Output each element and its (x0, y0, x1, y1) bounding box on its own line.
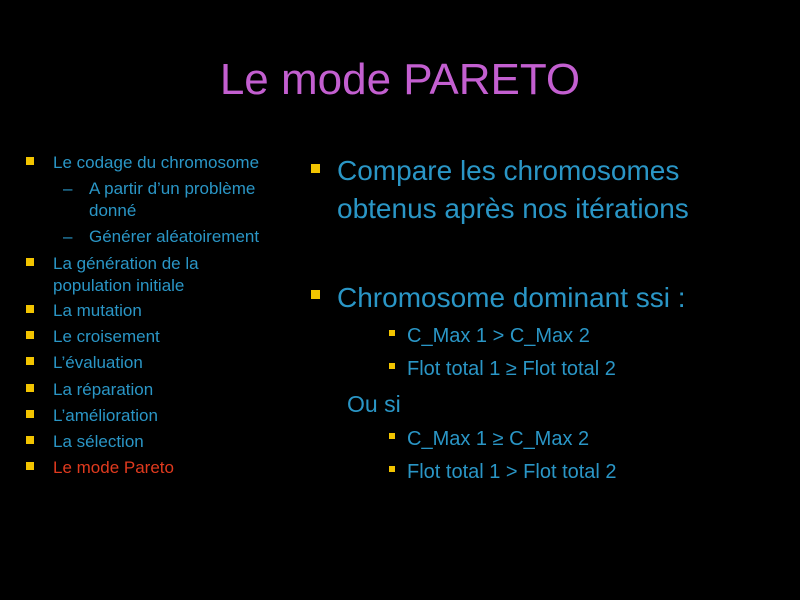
outline-item-generation: La génération de la (53, 254, 199, 273)
bullet-icon (311, 164, 320, 173)
outline-item-amelioration: L’amélioration (53, 406, 158, 425)
slide-title: Le mode PARETO (219, 55, 581, 104)
outline-item-pareto-current: Le mode Pareto (53, 458, 174, 477)
dash-icon: – (63, 227, 73, 246)
compare-text-line1: Compare les chromosomes (337, 155, 680, 186)
bullet-icon (26, 384, 34, 392)
outline-item-croisement: Le croisement (53, 327, 160, 346)
bullet-icon (26, 157, 34, 165)
outline-subitem-generer: Générer aléatoirement (89, 227, 260, 246)
bullet-icon (389, 433, 395, 439)
bullet-icon (389, 363, 395, 369)
bullet-icon (26, 331, 34, 339)
bullet-icon (26, 410, 34, 418)
bullet-icon (311, 290, 320, 299)
outline-item-codage: Le codage du chromosome (53, 153, 260, 172)
bullet-icon (389, 466, 395, 472)
condition-flot-strict: Flot total 1 > Flot total 2 (407, 461, 617, 483)
condition-cmax-geq: C_Max 1 ≥ C_Max 2 (407, 428, 590, 450)
bullet-icon (26, 436, 34, 444)
outline-subitem-partir: A partir d’un problème (89, 179, 256, 198)
condition-cmax-strict: C_Max 1 > C_Max 2 (407, 325, 590, 347)
condition-flot-geq: Flot total 1 ≥ Flot total 2 (407, 358, 616, 380)
outline-item-evaluation: L’évaluation (53, 353, 143, 372)
bullet-icon (26, 305, 34, 313)
outline-item-selection: La sélection (53, 432, 144, 451)
outline-subitem-donne: donné (89, 201, 137, 220)
bullet-icon (389, 330, 395, 336)
dominant-heading: Chromosome dominant ssi : (337, 282, 686, 313)
outline-item-reparation: La réparation (53, 380, 154, 399)
dash-icon: – (63, 179, 73, 198)
outline-item-mutation: La mutation (53, 301, 142, 320)
outline-item-population: population initiale (53, 276, 185, 295)
bullet-icon (26, 462, 34, 470)
compare-text-line2: obtenus après nos itérations (337, 193, 689, 224)
bullet-icon (26, 258, 34, 266)
or-label: Ou si (347, 391, 401, 417)
bullet-icon (26, 357, 34, 365)
